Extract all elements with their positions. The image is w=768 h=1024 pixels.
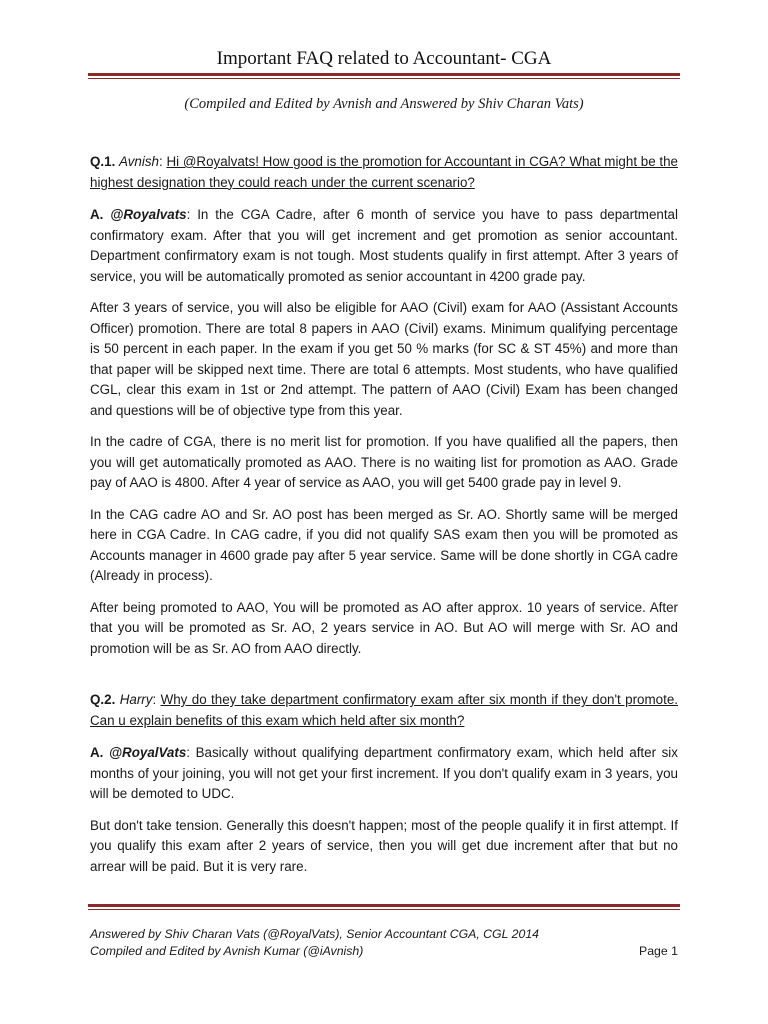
page-title: Important FAQ related to Accountant- CGA <box>216 48 552 69</box>
question-1: Q.1. Avnish: Hi @Royalvats! How good is the promotion for Accountant in CGA? What might be the highest designation they could reach under the current scenario? <box>90 154 678 190</box>
footer-line-1: Answered by Shiv Charan Vats (@RoyalVats), Senior Accountant CGA, CGL 2014 <box>90 927 540 941</box>
answer-1-paragraph-1: A. @Royalvats: In the CGA Cadre, after 6 month of service you have to pass departmental confirmatory exam. After that you will get increment and get promotion as senior accountant. Department confirmatory exam is not tough. Most students qualify in first attempt. After 3 years of service, you will be automatically promoted as senior accountant in 4200 grade pay. <box>90 207 678 284</box>
answer-1-paragraph-3: In the cadre of CGA, there is no merit list for promotion. If you have qualified all the papers, then you will get automatically promoted as AAO. There is no waiting list for promotion as AAO. Grade pay of AAO is 4800. After 4 year of service as AAO, you will get 5400 grade pay in level 9. <box>90 434 678 490</box>
answer-label: A. <box>90 207 104 222</box>
footer-divider <box>88 904 680 907</box>
page-subtitle: (Compiled and Edited by Avnish and Answered by Shiv Charan Vats) <box>184 96 584 112</box>
answerer-handle: @Royalvats <box>110 207 187 222</box>
answer-text: Basically without qualifying department confirmatory exam, which held after six months of your joining, you will not get your first increment. If you don't qualify exam in 3 years, you will be demoted to UDC. <box>90 745 678 801</box>
section-gap <box>90 670 678 690</box>
page-number: Page 1 <box>639 944 678 958</box>
question-number: Q.2. <box>90 692 116 707</box>
question-text: Why do they take department confirmatory exam after six month if they don't promote. Can u explain benefits of this exam which held after six month? <box>90 692 678 728</box>
answer-2-paragraph-2: But don't take tension. Generally this doesn't happen; most of the people qualify it in first attempt. If you qualify this exam after 2 years of service, then you will get due increment after that but no arrear will be paid. But it is very rare. <box>90 817 678 874</box>
question-text: Hi @Royalvats! How good is the promotion for Accountant in CGA? What might be the highest designation they could reach under the current scenario? <box>90 154 678 190</box>
question-number: Q.1. <box>90 154 116 169</box>
faq-content <box>90 152 678 888</box>
answer-label: A. <box>90 745 104 760</box>
footer-line-2: Compiled and Edited by Avnish Kumar (@iAvnish) <box>90 944 364 958</box>
question-asker: Avnish <box>119 154 159 169</box>
question-2: Q.2. Harry: Why do they take department confirmatory exam after six month if they don't promote. Can u explain benefits of this exam which held after six month? <box>90 692 678 728</box>
answer-2-paragraph-1: A. @RoyalVats: Basically without qualifying department confirmatory exam, which held after six months of your joining, you will not get your first increment. If you don't qualify exam in 3 years, you will be demoted to UDC. <box>90 745 678 801</box>
answer-1-paragraph-2: After 3 years of service, you will also be eligible for AAO (Civil) exam for AAO (Assistant Accounts Officer) promotion. There are total 8 papers in AAO (Civil) exams. Minimum qualifying percentage is 50 percent in each paper. In the exam if you get 50 % marks (for SC & ST 45%) and more than that paper will be skipped next time. There are total 6 attempts. Most students, who have qualified CGL, clear this exam in 1st or 2nd attempt. The pattern of AAO (Civil) Exam has been changed and questions will be of objective type from this year. <box>90 300 678 418</box>
question-asker: Harry <box>119 692 153 707</box>
answer-1-paragraph-5: After being promoted to AAO, You will be promoted as AO after approx. 10 years of service. After that you will be promoted as Sr. AO, 2 years service in AO. But AO will merge with Sr. AO and promotion will be as Sr. AO from AAO directly. <box>90 599 678 656</box>
answer-text: In the CGA Cadre, after 6 month of service you have to pass departmental confirmatory exam. After that you will get increment and get promotion as senior accountant. Department confirmatory exam is not tough. Most students qualify in first attempt. After 3 years of service, you will be automatically promoted as senior accountant in 4200 grade pay. <box>90 207 678 284</box>
header-divider <box>88 73 680 76</box>
answer-1-paragraph-4: In the CAG cadre AO and Sr. AO post has been merged as Sr. AO. Shortly same will be merged here in CGA Cadre. In CAG cadre, if you did not qualify SAS exam then you will be promoted as Accounts manager in 4600 grade pay after 5 year service. Same will be done shortly in CGA cadre (Already in process). <box>90 506 678 583</box>
footer-credits <box>90 926 539 960</box>
answerer-handle: @RoyalVats <box>108 745 187 760</box>
